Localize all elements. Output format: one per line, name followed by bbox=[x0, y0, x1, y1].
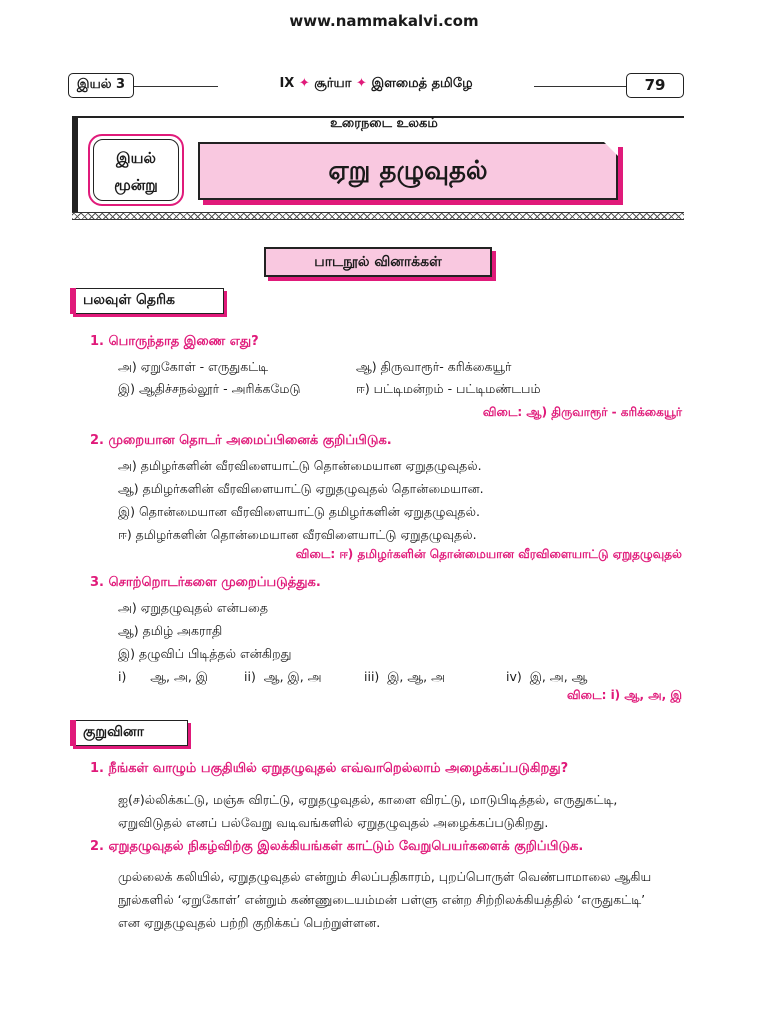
page-number: 79 bbox=[626, 73, 684, 98]
unit-chip: இயல் 3 bbox=[68, 73, 134, 98]
title-corner-notch bbox=[604, 142, 618, 156]
choice-text: இ, ஆ, அ bbox=[387, 669, 446, 684]
option-c: இ) தொன்மையான வீரவிளையாட்டு தமிழர்களின் ஏறுதழுவுதல். bbox=[118, 504, 480, 519]
short-question-2: 2. ஏறுதழுவுதல் நிகழ்விற்கு இலக்கியங்கள் காட்டும் வேறுபெயர்களைக் குறிப்பிடுக. bbox=[90, 839, 584, 854]
answer-1: விடை: ஆ) திருவாரூர் - கரிக்கையூர் bbox=[482, 405, 682, 419]
short-question-1: 1. நீங்கள் வாழும் பகுதியில் ஏறுதழுவுதல் எவ்வாறெல்லாம் அழைக்கப்படுகிறது? bbox=[90, 761, 569, 776]
answer-3: விடை: i) ஆ, அ, இ bbox=[567, 688, 682, 702]
short-answer-1 bbox=[118, 788, 708, 834]
answer-2: விடை: ஈ) தமிழர்களின் தொன்மையான வீரவிளையாட்டு ஏறுதழுவுதல் bbox=[295, 547, 682, 561]
banner-hatched-band bbox=[72, 212, 684, 220]
answer-line: நூல்களில் ‘ஏறுகோள்’ என்றும் கண்ணுடையம்மன் பள்ளு என்ற சிற்றிலக்கியத்தில் ‘எருதுகட்டி’ bbox=[118, 892, 646, 907]
textbook-questions-label: பாடநூல் வினாக்கள் bbox=[264, 247, 492, 277]
lesson-title-text: ஏறு தழுவுதல் bbox=[328, 156, 488, 186]
mcq-question-1: 1. பொருந்தாத இணை எது? bbox=[90, 334, 259, 349]
option-b: ஆ) தமிழர்களின் வீரவிளையாட்டு ஏறுதழுவுதல் தொன்மையான. bbox=[118, 481, 484, 496]
option-b: ஆ) திருவாரூர்- கரிக்கையூர் bbox=[356, 359, 512, 374]
option-a: அ) தமிழர்களின் வீரவிளையாட்டு தொன்மையான ஏறுதழுவுதல். bbox=[118, 458, 482, 473]
choice-text: இ, அ, ஆ bbox=[529, 669, 588, 684]
answer-line: முல்லைக் கலியில், ஏறுதழுவுதல் என்றும் சிலப்பதிகாரம், புறப்பொருள் வெண்பாமாலை ஆகிய bbox=[118, 869, 652, 884]
option-d: ஈ) தமிழர்களின் தொன்மையான வீரவிளையாட்டு ஏறுதழுவுதல். bbox=[118, 527, 477, 542]
choice-ii bbox=[244, 669, 322, 686]
phrase-c: இ) தழுவிப் பிடித்தல் என்கிறது bbox=[118, 646, 292, 661]
lesson-title bbox=[198, 142, 618, 200]
choice-iv bbox=[506, 669, 587, 686]
choice-numeral: iv) bbox=[506, 669, 522, 684]
choice-iii bbox=[364, 669, 445, 686]
unit-banner bbox=[72, 116, 684, 224]
class-label: IX bbox=[279, 76, 295, 91]
mcq-question-3: 3. சொற்றொடர்களை முறைப்படுத்துக. bbox=[90, 575, 321, 590]
section-tab-marker bbox=[70, 288, 76, 314]
unit-badge-inner bbox=[93, 139, 179, 201]
option-a: அ) ஏறுகோள் - எருதுகட்டி bbox=[118, 359, 269, 374]
choice-text: ஆ, அ, இ bbox=[150, 669, 208, 684]
phrase-b: ஆ) தமிழ் அகராதி bbox=[118, 623, 223, 638]
badge-line-1: இயல் bbox=[116, 149, 156, 167]
short-answer-heading bbox=[70, 720, 188, 746]
diamond-icon: ✦ bbox=[356, 76, 367, 91]
unit-badge bbox=[88, 134, 184, 206]
choice-text: ஆ, இ, அ bbox=[263, 669, 322, 684]
mcq-heading-text: பலவுள் தெரிக bbox=[83, 292, 175, 308]
answer-line: ஐ(ச)ல்லிக்கட்டு, மஞ்சு விரட்டு, ஏறுதழுவுதல், காளை விரட்டு, மாடுபிடித்தல், எருதுகட்டி, bbox=[118, 792, 618, 807]
mcq-section-heading bbox=[70, 288, 224, 314]
badge-line-2: மூன்று bbox=[114, 176, 158, 194]
series-label: சூர்யா bbox=[314, 76, 352, 91]
choice-numeral: i) bbox=[118, 669, 127, 684]
section-tab-marker bbox=[70, 720, 76, 746]
phrase-a: அ) ஏறுதழுவுதல் என்பதை bbox=[118, 600, 269, 615]
short-answer-2 bbox=[118, 865, 708, 934]
answer-line: என ஏறுதழுவுதல் பற்றி குறிக்கப் பெற்றுள்ளன. bbox=[118, 915, 381, 930]
book-title bbox=[218, 76, 534, 92]
option-c: இ) ஆதிச்சநல்லூர் - அரிக்கமேடு bbox=[118, 381, 301, 396]
answer-line: ஏறுவிடுதல் எனப் பல்வேறு வடிவங்களில் ஏறுதழுவுதல் அழைக்கப்படுகிறது. bbox=[118, 815, 549, 830]
site-url: www.nammakalvi.com bbox=[289, 12, 479, 30]
choice-numeral: iii) bbox=[364, 669, 380, 684]
diamond-icon: ✦ bbox=[298, 76, 310, 91]
book-name: இளமைத் தமிழே bbox=[371, 76, 473, 91]
running-header bbox=[68, 73, 684, 99]
choice-i bbox=[118, 669, 208, 686]
mcq-question-2: 2. முறையான தொடர் அமைப்பினைக் குறிப்பிடுக. bbox=[90, 433, 392, 448]
choice-numeral: ii) bbox=[244, 669, 256, 684]
unit-subtitle: உரைநடை உலகம் bbox=[330, 116, 438, 131]
short-heading-text: குறுவினா bbox=[83, 724, 144, 740]
option-d: ஈ) பட்டிமன்றம் - பட்டிமண்டபம் bbox=[356, 381, 541, 396]
